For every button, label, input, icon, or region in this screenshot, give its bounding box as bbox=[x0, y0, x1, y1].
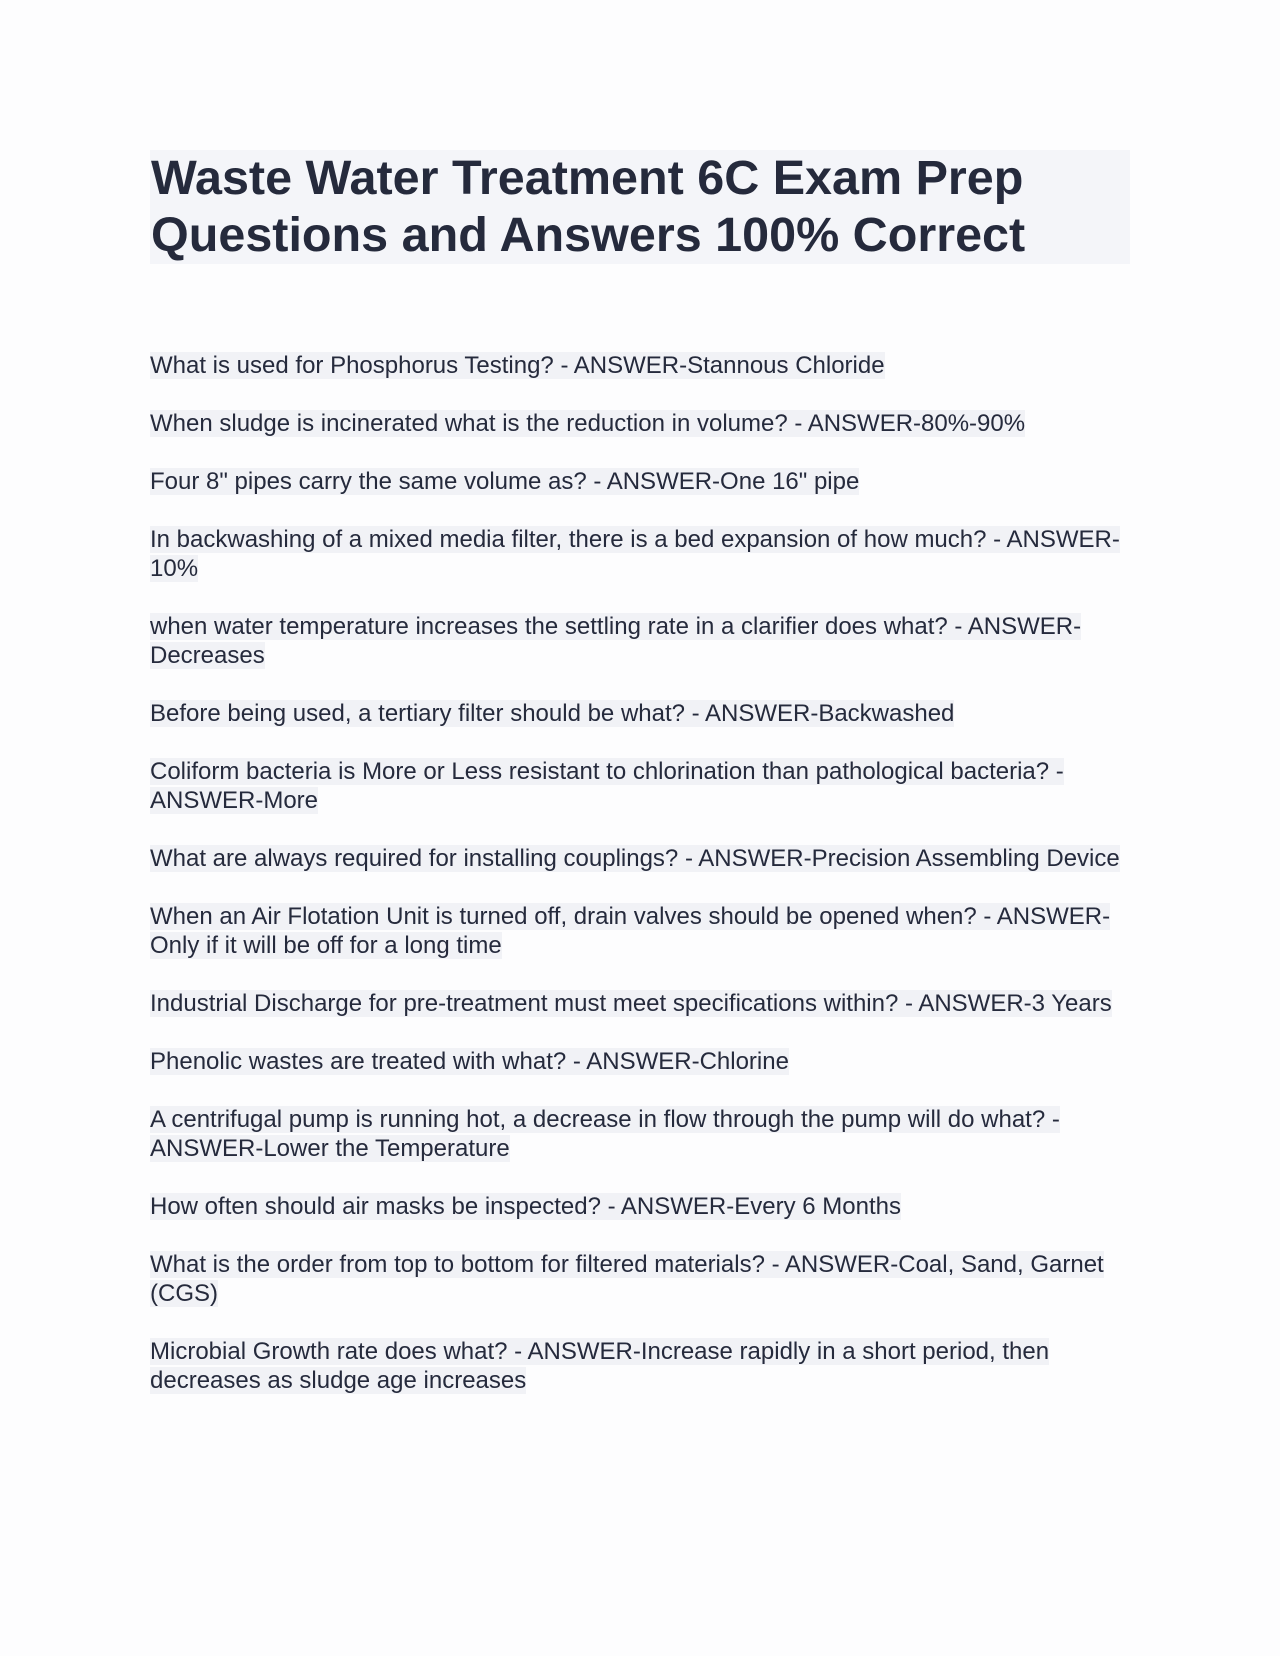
qa-item bbox=[150, 902, 1130, 960]
qa-item bbox=[150, 1047, 1130, 1076]
qa-text: Coliform bacteria is More or Less resistant to chlorination than pathological bacteria? - ANSWER-More bbox=[150, 758, 1064, 814]
qa-item bbox=[150, 525, 1130, 583]
qa-item bbox=[150, 1337, 1130, 1395]
title-block bbox=[150, 150, 1130, 264]
qa-item bbox=[150, 844, 1130, 873]
qa-item bbox=[150, 1250, 1130, 1308]
qa-text: What is used for Phosphorus Testing? - ANSWER-Stannous Chloride bbox=[150, 352, 885, 379]
qa-text: Microbial Growth rate does what? - ANSWER-Increase rapidly in a short period, then decreases as sludge age increases bbox=[150, 1338, 1050, 1394]
document-page bbox=[150, 150, 1130, 1424]
qa-text: Four 8" pipes carry the same volume as? - ANSWER-One 16" pipe bbox=[150, 468, 860, 495]
qa-text: When an Air Flotation Unit is turned off, drain valves should be opened when? - ANSWER-Only if it will be off for a long time bbox=[150, 903, 1111, 959]
qa-item bbox=[150, 757, 1130, 815]
qa-item bbox=[150, 409, 1130, 438]
qa-text: How often should air masks be inspected? - ANSWER-Every 6 Months bbox=[150, 1193, 901, 1220]
qa-list bbox=[150, 351, 1130, 1395]
qa-item bbox=[150, 989, 1130, 1018]
qa-text: Before being used, a tertiary filter should be what? - ANSWER-Backwashed bbox=[150, 700, 955, 727]
qa-text: What are always required for installing couplings? - ANSWER-Precision Assembling Device bbox=[150, 845, 1120, 872]
qa-item bbox=[150, 467, 1130, 496]
qa-text: What is the order from top to bottom for filtered materials? - ANSWER-Coal, Sand, Garnet (CGS) bbox=[150, 1251, 1104, 1307]
qa-item bbox=[150, 612, 1130, 670]
qa-text: In backwashing of a mixed media filter, there is a bed expansion of how much? - ANSWER-10% bbox=[150, 526, 1120, 582]
qa-text: Phenolic wastes are treated with what? - ANSWER-Chlorine bbox=[150, 1048, 789, 1075]
qa-text: Industrial Discharge for pre-treatment must meet specifications within? - ANSWER-3 Years bbox=[150, 990, 1112, 1017]
qa-item bbox=[150, 1192, 1130, 1221]
qa-text: when water temperature increases the settling rate in a clarifier does what? - ANSWER-Decreases bbox=[150, 613, 1082, 669]
qa-text: A centrifugal pump is running hot, a decrease in flow through the pump will do what? - ANSWER-Lower the Temperature bbox=[150, 1106, 1060, 1162]
qa-item bbox=[150, 351, 1130, 380]
document-title: Waste Water Treatment 6C Exam Prep Questions and Answers 100% Correct bbox=[151, 151, 1026, 262]
qa-item bbox=[150, 699, 1130, 728]
qa-text: When sludge is incinerated what is the reduction in volume? - ANSWER-80%-90% bbox=[150, 410, 1026, 437]
qa-item bbox=[150, 1105, 1130, 1163]
